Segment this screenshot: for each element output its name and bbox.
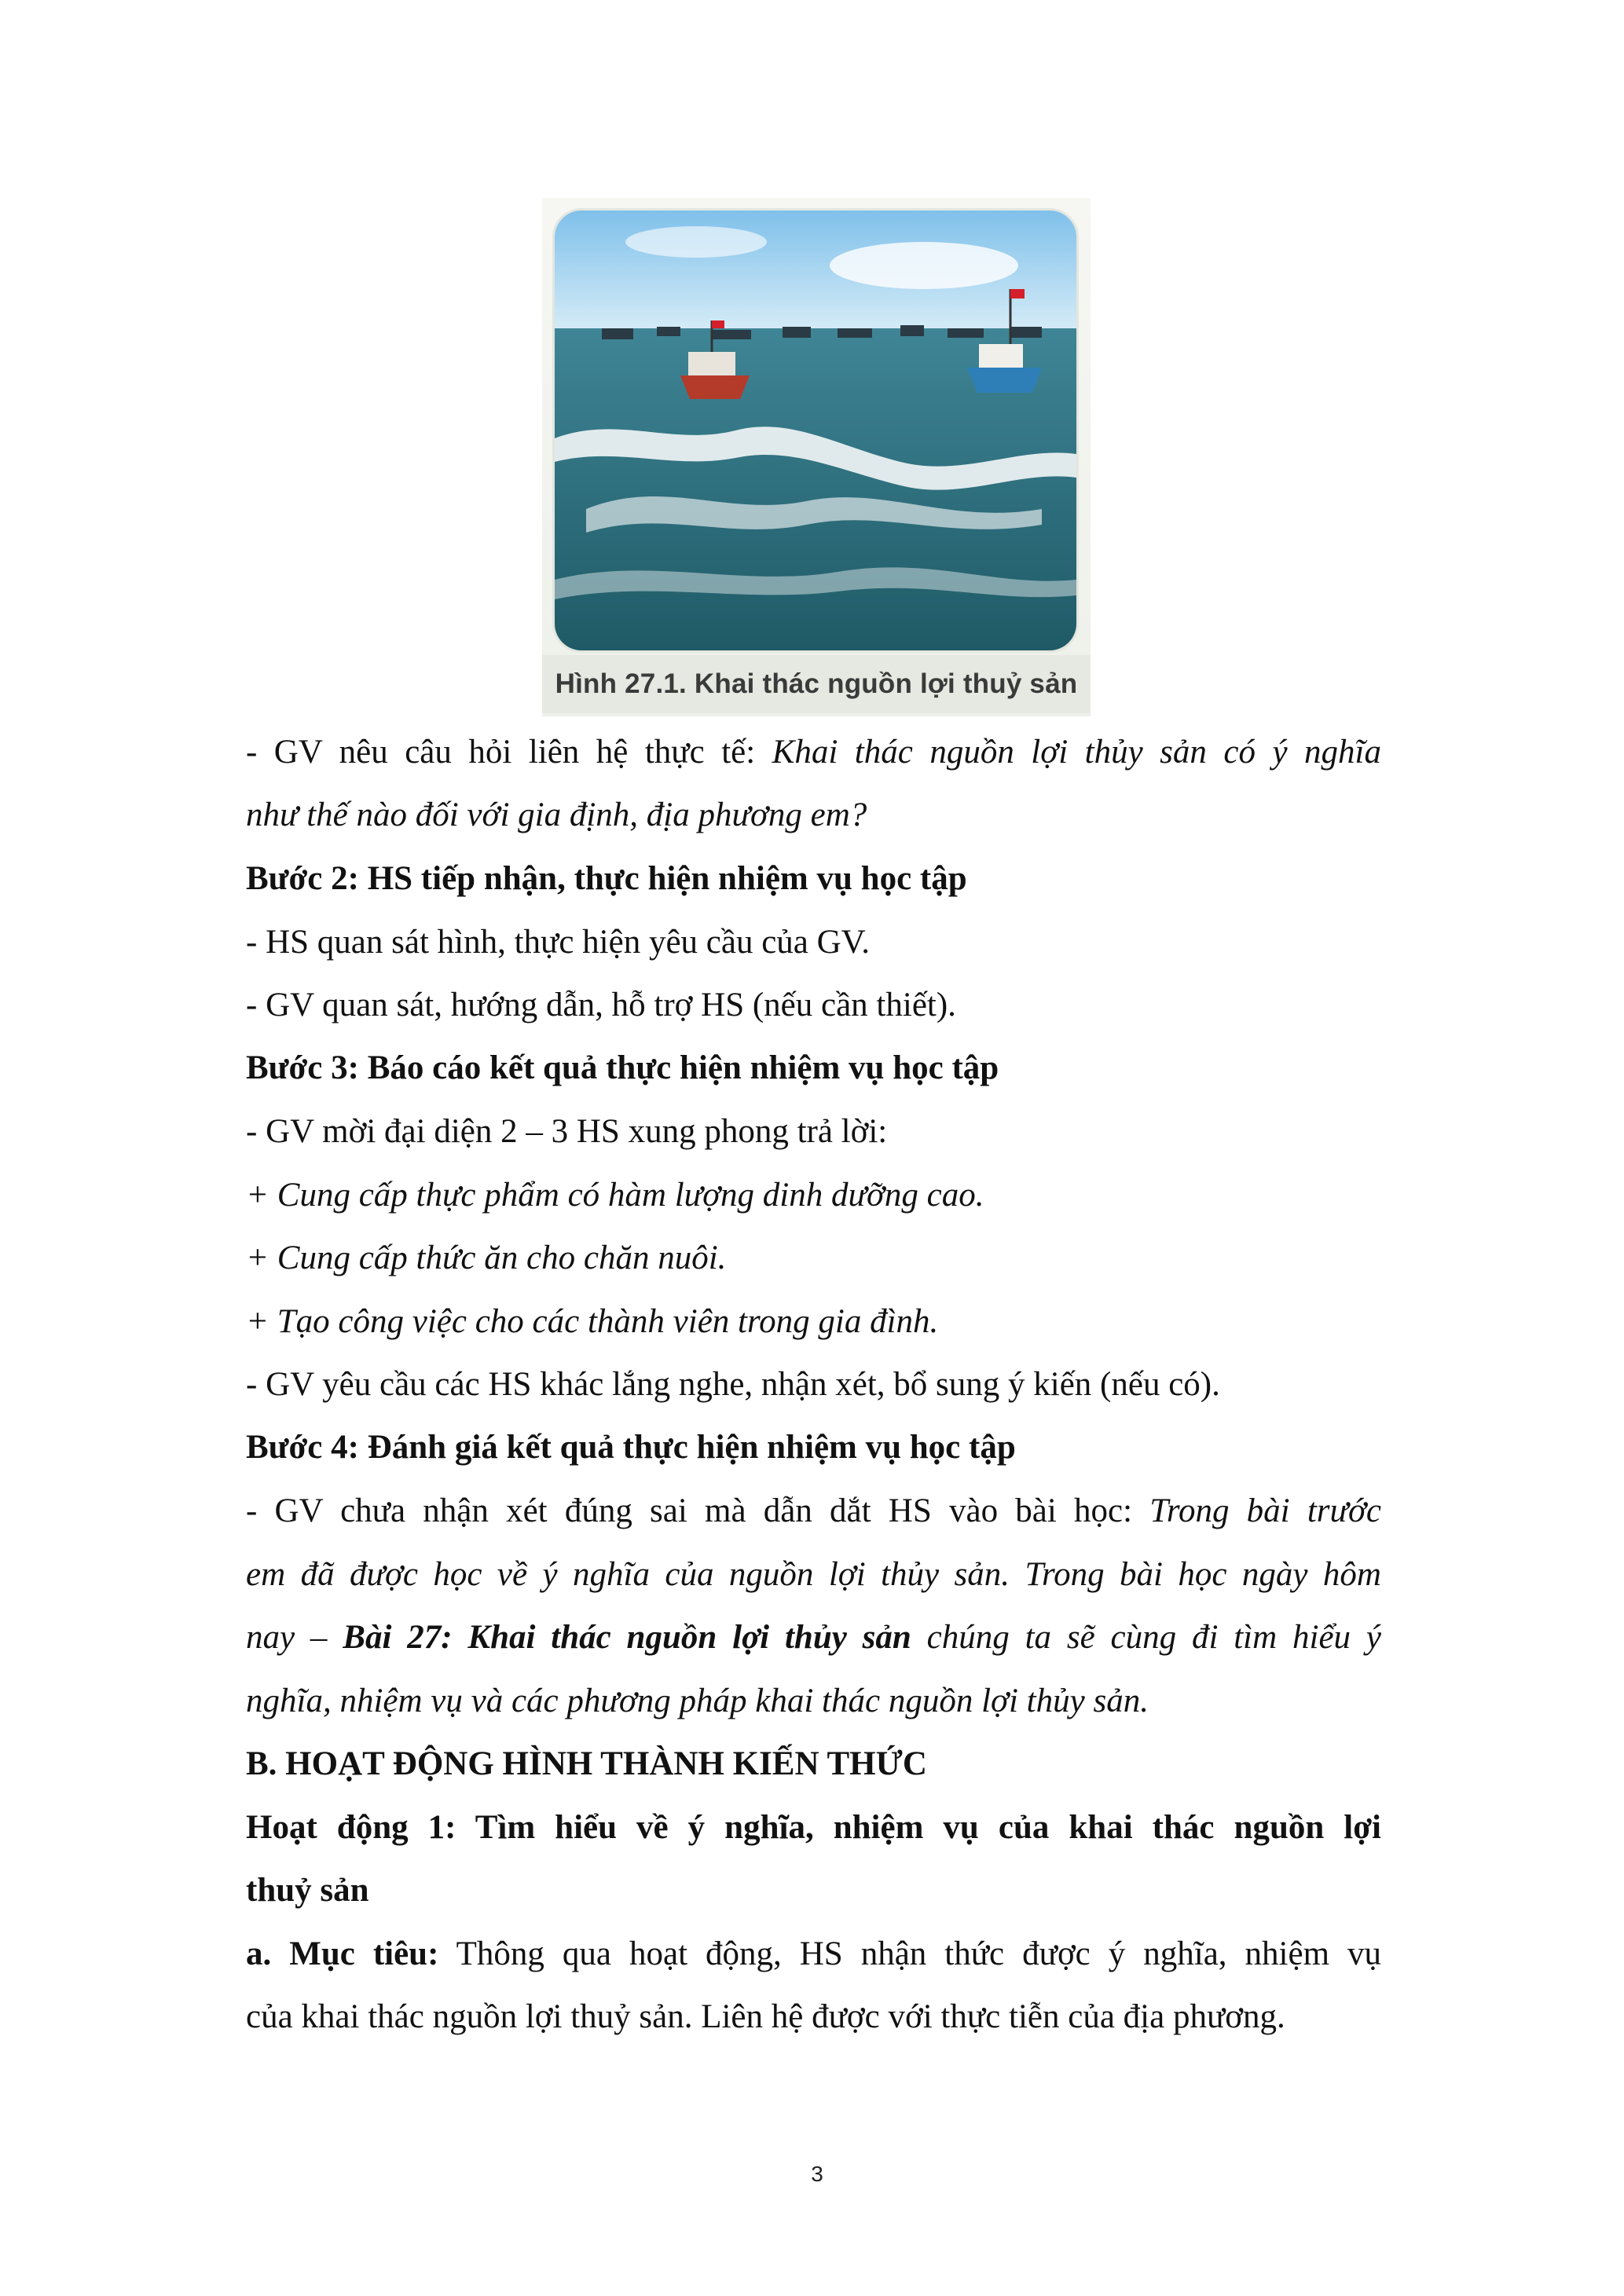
objective-line [246,1931,1381,1978]
text-span: - GV chưa nhận xét đúng sai mà dẫn dắt HS vào bài học: [246,1492,1150,1529]
answer-item: + Tạo công việc cho các thành viên trong gia đình. [246,1303,939,1340]
cloud [625,226,767,258]
step-3-heading: Bước 3: Báo cáo kết quả thực hiện nhiệm vụ học tập [246,1049,999,1086]
lesson-title: Bài 27: Khai thác nguồn lợi thủy sản [343,1619,911,1656]
step-2-heading: Bước 2: HS tiếp nhận, thực hiện nhiệm vụ học tập [246,860,967,897]
step-4-heading: Bước 4: Đánh giá kết quả thực hiện nhiệm vụ học tập [246,1429,1016,1466]
text-line [246,1488,1381,1535]
text-line: - HS quan sát hình, thực hiện yêu cầu của GV. [246,924,870,961]
activity-1-heading-cont: thuỷ sản [246,1872,369,1909]
sea-illustration [555,211,1076,650]
text-line: của khai thác nguồn lợi thuỷ sản. Liên hệ được với thực tiễn của địa phương. [246,1998,1285,2035]
italic-span: nay – [246,1619,343,1656]
page-number: 3 [811,2162,823,2186]
section-b-heading: B. HOẠT ĐỘNG HÌNH THÀNH KIẾN THỨC [246,1745,927,1782]
text-span: Thông qua hoạt động, HS nhận thức được ý nghĩa, nhiệm vụ [438,1935,1382,1972]
text-line: - GV quan sát, hướng dẫn, hỗ trợ HS (nếu cần thiết). [246,987,956,1023]
answer-item: + Cung cấp thức ăn cho chăn nuôi. [246,1240,727,1276]
objective-label: a. Mục tiêu: [246,1935,439,1972]
italic-text-line [246,1614,1381,1661]
italic-span: chúng ta sẽ cùng đi tìm hiểu ý [911,1619,1381,1656]
italic-span: Trong bài trước [1149,1492,1382,1529]
figure [542,198,1091,716]
text-line: - GV yêu cầu các HS khác lắng nghe, nhận xét, bổ sung ý kiến (nếu có). [246,1366,1220,1403]
text-line [246,729,1381,776]
figure-caption: Hình 27.1. Khai thác nguồn lợi thuỷ sản [542,655,1091,713]
fishing-boats-photo [555,211,1076,650]
italic-text-line: em đã được học về ý nghĩa của nguồn lợi thủy sản. Trong bài học ngày hôm [246,1556,1381,1593]
text-span: - GV nêu câu hỏi liên hệ thực tế: [246,734,772,771]
text-line: - GV mời đại diện 2 – 3 HS xung phong trả lời: [246,1113,888,1150]
cloud [830,242,1018,289]
activity-1-heading: Hoạt động 1: Tìm hiểu về ý nghĩa, nhiệm vụ của khai thác nguồn lợi [246,1809,1381,1846]
italic-text-line: nghĩa, nhiệm vụ và các phương pháp khai thác nguồn lợi thủy sản. [246,1683,1149,1719]
italic-question: như thế nào đối với gia định, địa phương em? [246,796,867,833]
italic-question: Khai thác nguồn lợi thủy sản có ý nghĩa [772,734,1381,771]
answer-item: + Cung cấp thực phẩm có hàm lượng dinh dưỡng cao. [246,1177,984,1214]
